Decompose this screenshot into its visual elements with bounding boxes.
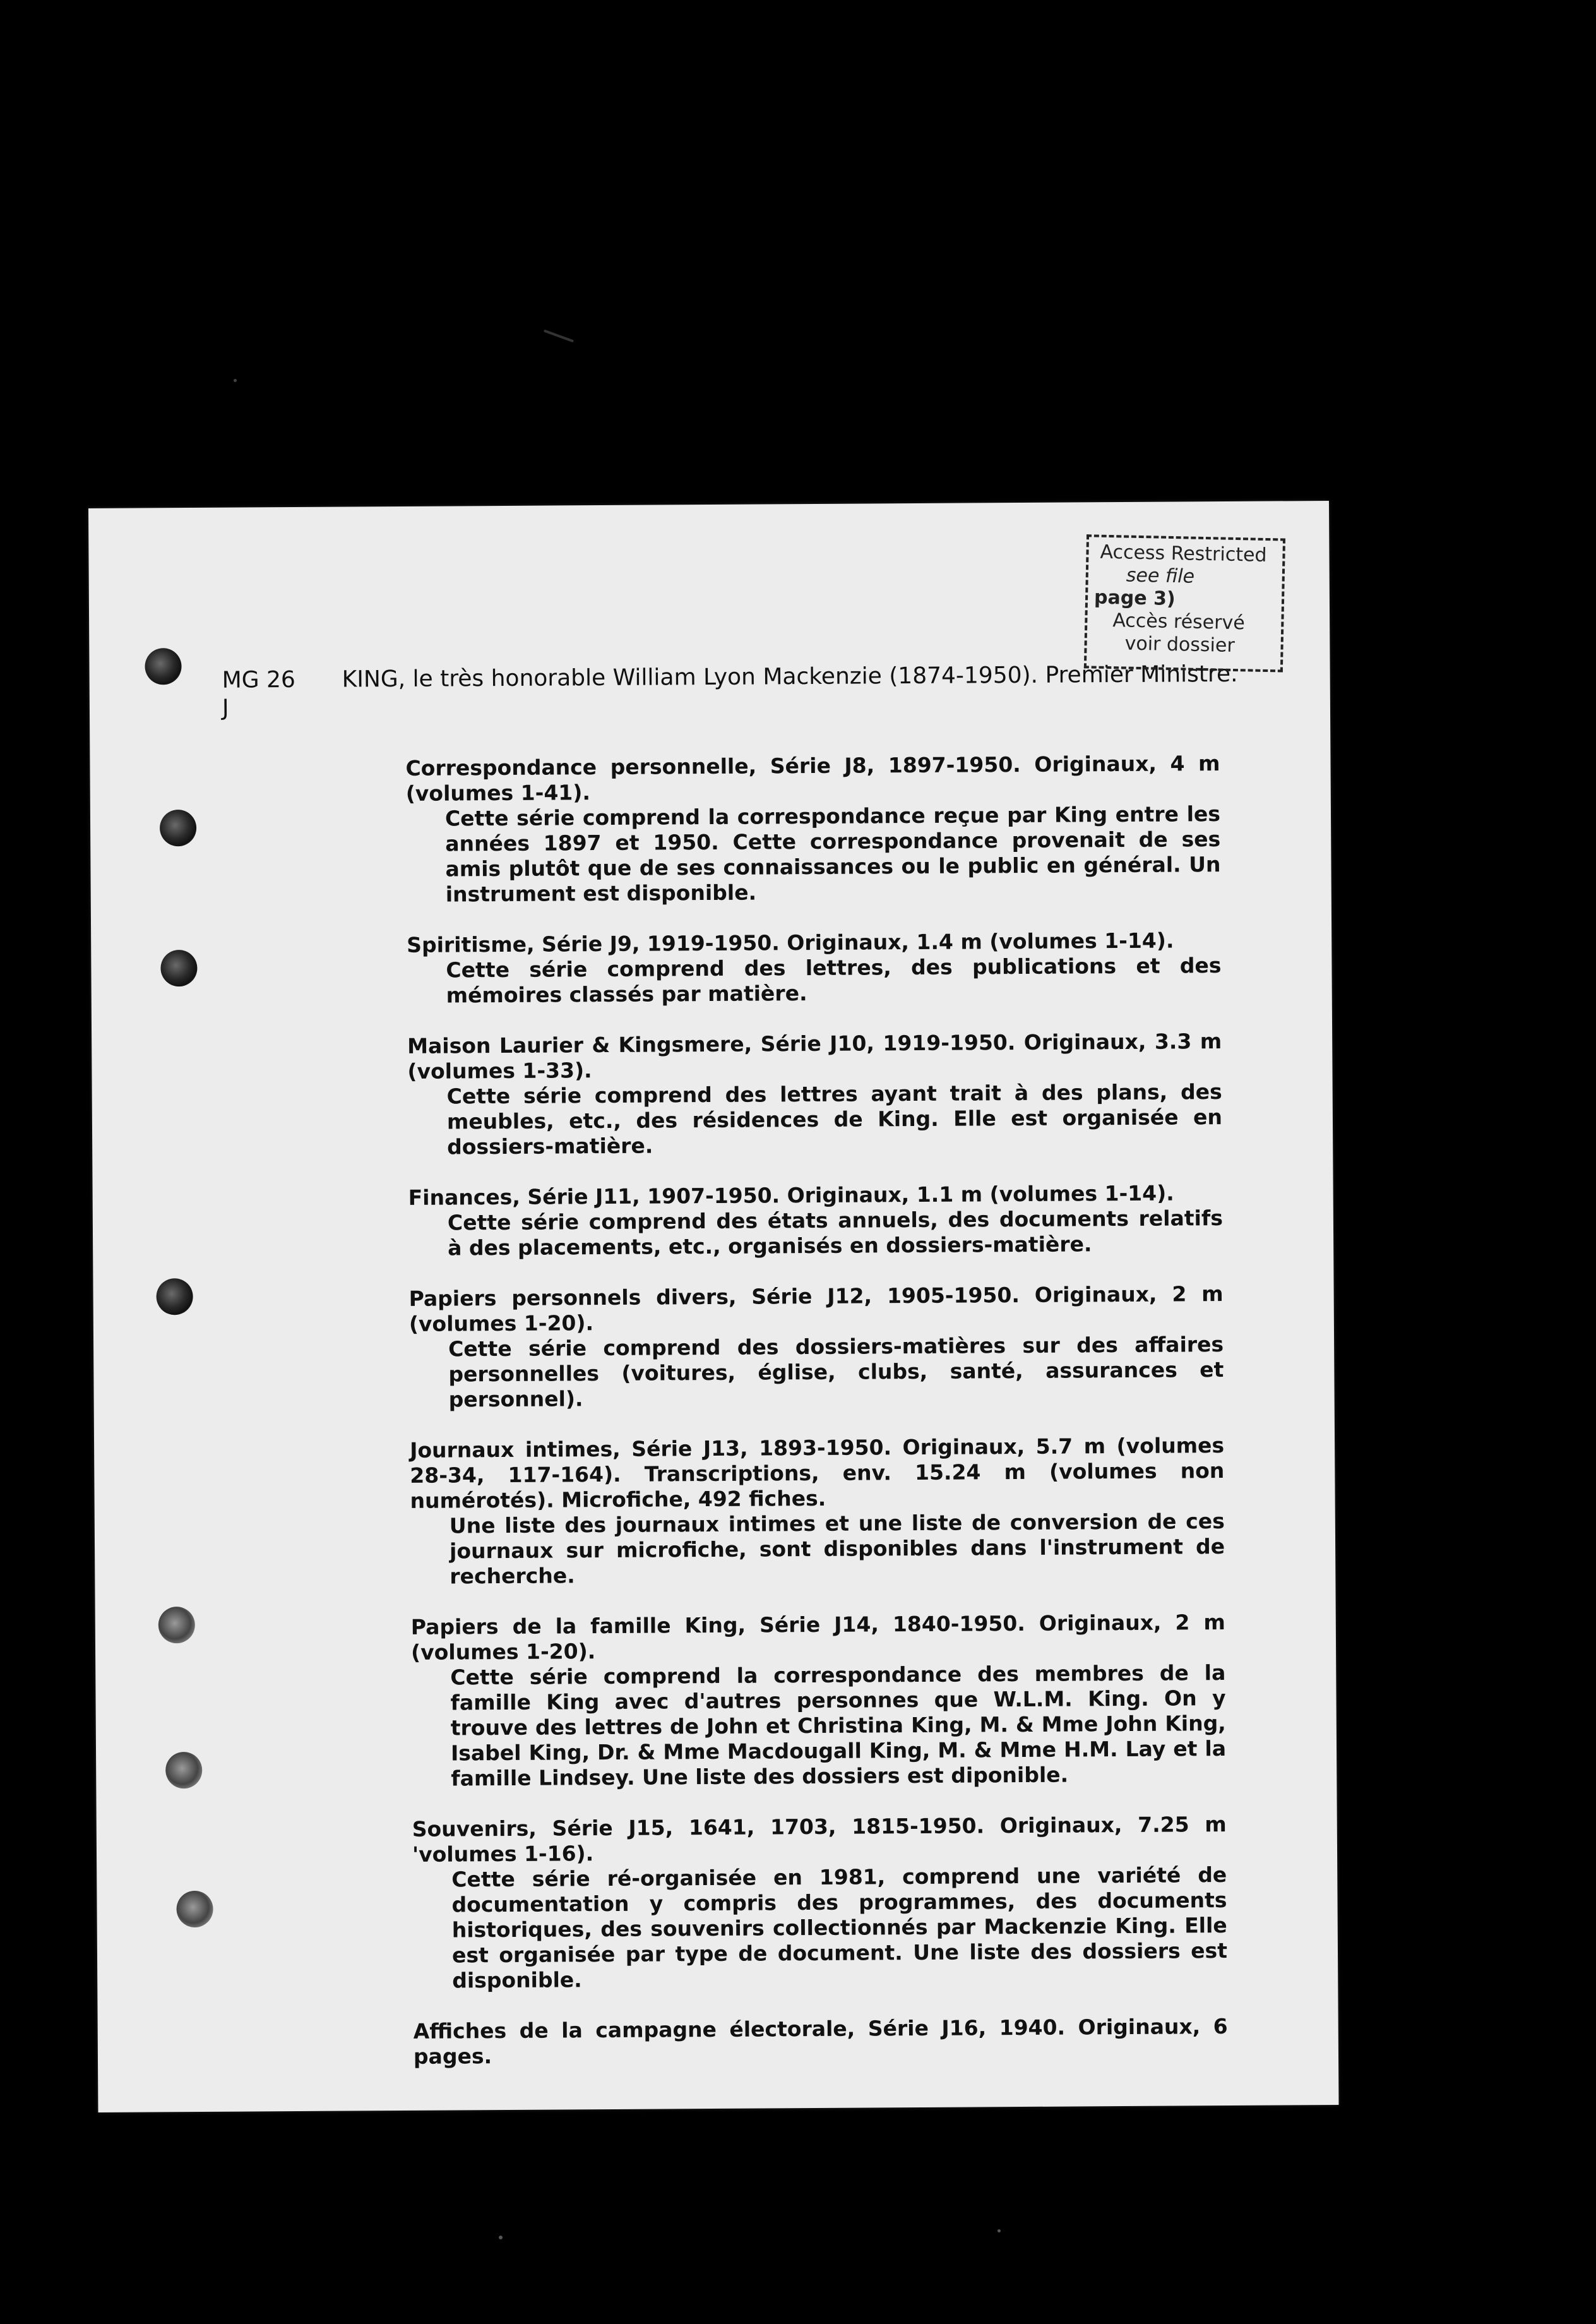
series-heading: Papiers personnels divers, Série J12, 1905-1950. Originaux, 2 m (volumes 1-20). [408, 1281, 1224, 1336]
series-description: Cette série comprend des lettres, des publications et des mémoires classés par matière. [446, 953, 1222, 1008]
access-restricted-stamp [1084, 534, 1285, 672]
series-description: Une liste des journaux intimes et une liste de conversion de ces journaux sur microfiche, sont disponibles dans l'instrument de recherche. [449, 1509, 1225, 1589]
call-number-line2: J [222, 695, 229, 721]
series-heading: Souvenirs, Série J15, 1641, 1703, 1815-1950. Originaux, 7.25 m 'volumes 1-16). [412, 1812, 1227, 1867]
punch-hole [176, 1891, 213, 1927]
series-description: Cette série comprend la correspondance des membres de la famille King avec d'autres personnes que W.L.M. King. On y trouve des lettres de John et Christina King, M. & Mme John King, Isabel King, Dr. & Mme Macdougall King, M. & Mme H.M. Lay et la famille Lindsey. Une liste des dossiers est diponible. [450, 1660, 1227, 1791]
series-heading: Journaux intimes, Série J13, 1893-1950. Originaux, 5.7 m (volumes 28-34, 117-164). Transcriptions, env. 15.24 m (volumes non numérotés). Microfiche, 492 fiches. [410, 1433, 1225, 1513]
series-heading: Finances, Série J11, 1907-1950. Originaux, 1.1 m (volumes 1-14). [408, 1180, 1174, 1210]
series-description: Cette série comprend des états annuels, des documents relatifs à des placements, etc., organisés en dossiers-matière. [447, 1206, 1224, 1261]
punch-hole [160, 950, 197, 986]
series-entry [405, 751, 1220, 907]
stamp-line: Accès réservé [1112, 609, 1246, 635]
stamp-line: see file [1126, 564, 1195, 588]
series-description: Cette série comprend des dossiers-matières sur des affaires personnelles (voitures, église, clubs, santé, assurances et personnel). [448, 1332, 1224, 1412]
scan-speck [998, 2229, 1001, 2232]
series-entry [411, 1610, 1227, 1792]
series-description: Cette série ré-organisée en 1981, comprend une variété de documentation y compris des programmes, des documents historiques, des souvenirs collectionnés par Mackenzie King. Elle est organisée par type de document. Une liste des dossiers est disponible. [451, 1862, 1228, 1993]
document-title: KING, le très honorable William Lyon Mackenzie (1874-1950). Premier Ministre. [342, 661, 1238, 693]
series-heading: Papiers de la famille King, Série J14, 1840-1950. Originaux, 2 m (volumes 1-20). [410, 1610, 1225, 1665]
series-heading: Affiches de la campagne électorale, Série J16, 1940. Originaux, 6 pages. [413, 2014, 1228, 2069]
call-number-line1: MG 26 [222, 667, 296, 693]
scan-speck [499, 2236, 503, 2239]
punch-hole [160, 810, 196, 846]
document-page [88, 501, 1338, 2112]
call-number [222, 666, 296, 722]
series-entry [414, 2014, 1228, 2069]
series-entry [410, 1433, 1225, 1590]
punch-hole [165, 1752, 202, 1788]
scan-speck [234, 379, 237, 382]
series-entry [407, 928, 1222, 1009]
series-heading: Maison Laurier & Kingsmere, Série J10, 1919-1950. Originaux, 3.3 m (volumes 1-33). [407, 1029, 1222, 1084]
punch-hole [158, 1607, 195, 1643]
series-entry [412, 1812, 1228, 1994]
punch-hole [156, 1278, 193, 1315]
scan-speck [544, 330, 574, 343]
series-description: Cette série comprend des lettres ayant trait à des plans, des meubles, etc., des résidences de King. Elle est organisée en dossiers-matière. [446, 1079, 1223, 1159]
punch-hole [145, 648, 181, 685]
series-list [405, 751, 1228, 2095]
stamp-line: voir dossier [1124, 632, 1236, 657]
series-description: Cette série comprend la correspondance reçue par King entre les années 1897 et 1950. Cette correspondance provenait de ses amis plutôt que de ses connaissances ou le public en général. Un instrument est disponible. [444, 801, 1221, 907]
stamp-line: Access Restricted [1100, 541, 1267, 566]
series-heading: Correspondance personnelle, Série J8, 1897-1950. Originaux, 4 m (volumes 1-41). [405, 751, 1220, 806]
stamp-line: page 3) [1093, 586, 1176, 611]
series-heading: Spiritisme, Série J9, 1919-1950. Originaux, 1.4 m (volumes 1-14). [407, 928, 1174, 957]
series-entry [408, 1180, 1224, 1261]
series-entry [409, 1281, 1224, 1413]
series-entry [407, 1029, 1222, 1160]
